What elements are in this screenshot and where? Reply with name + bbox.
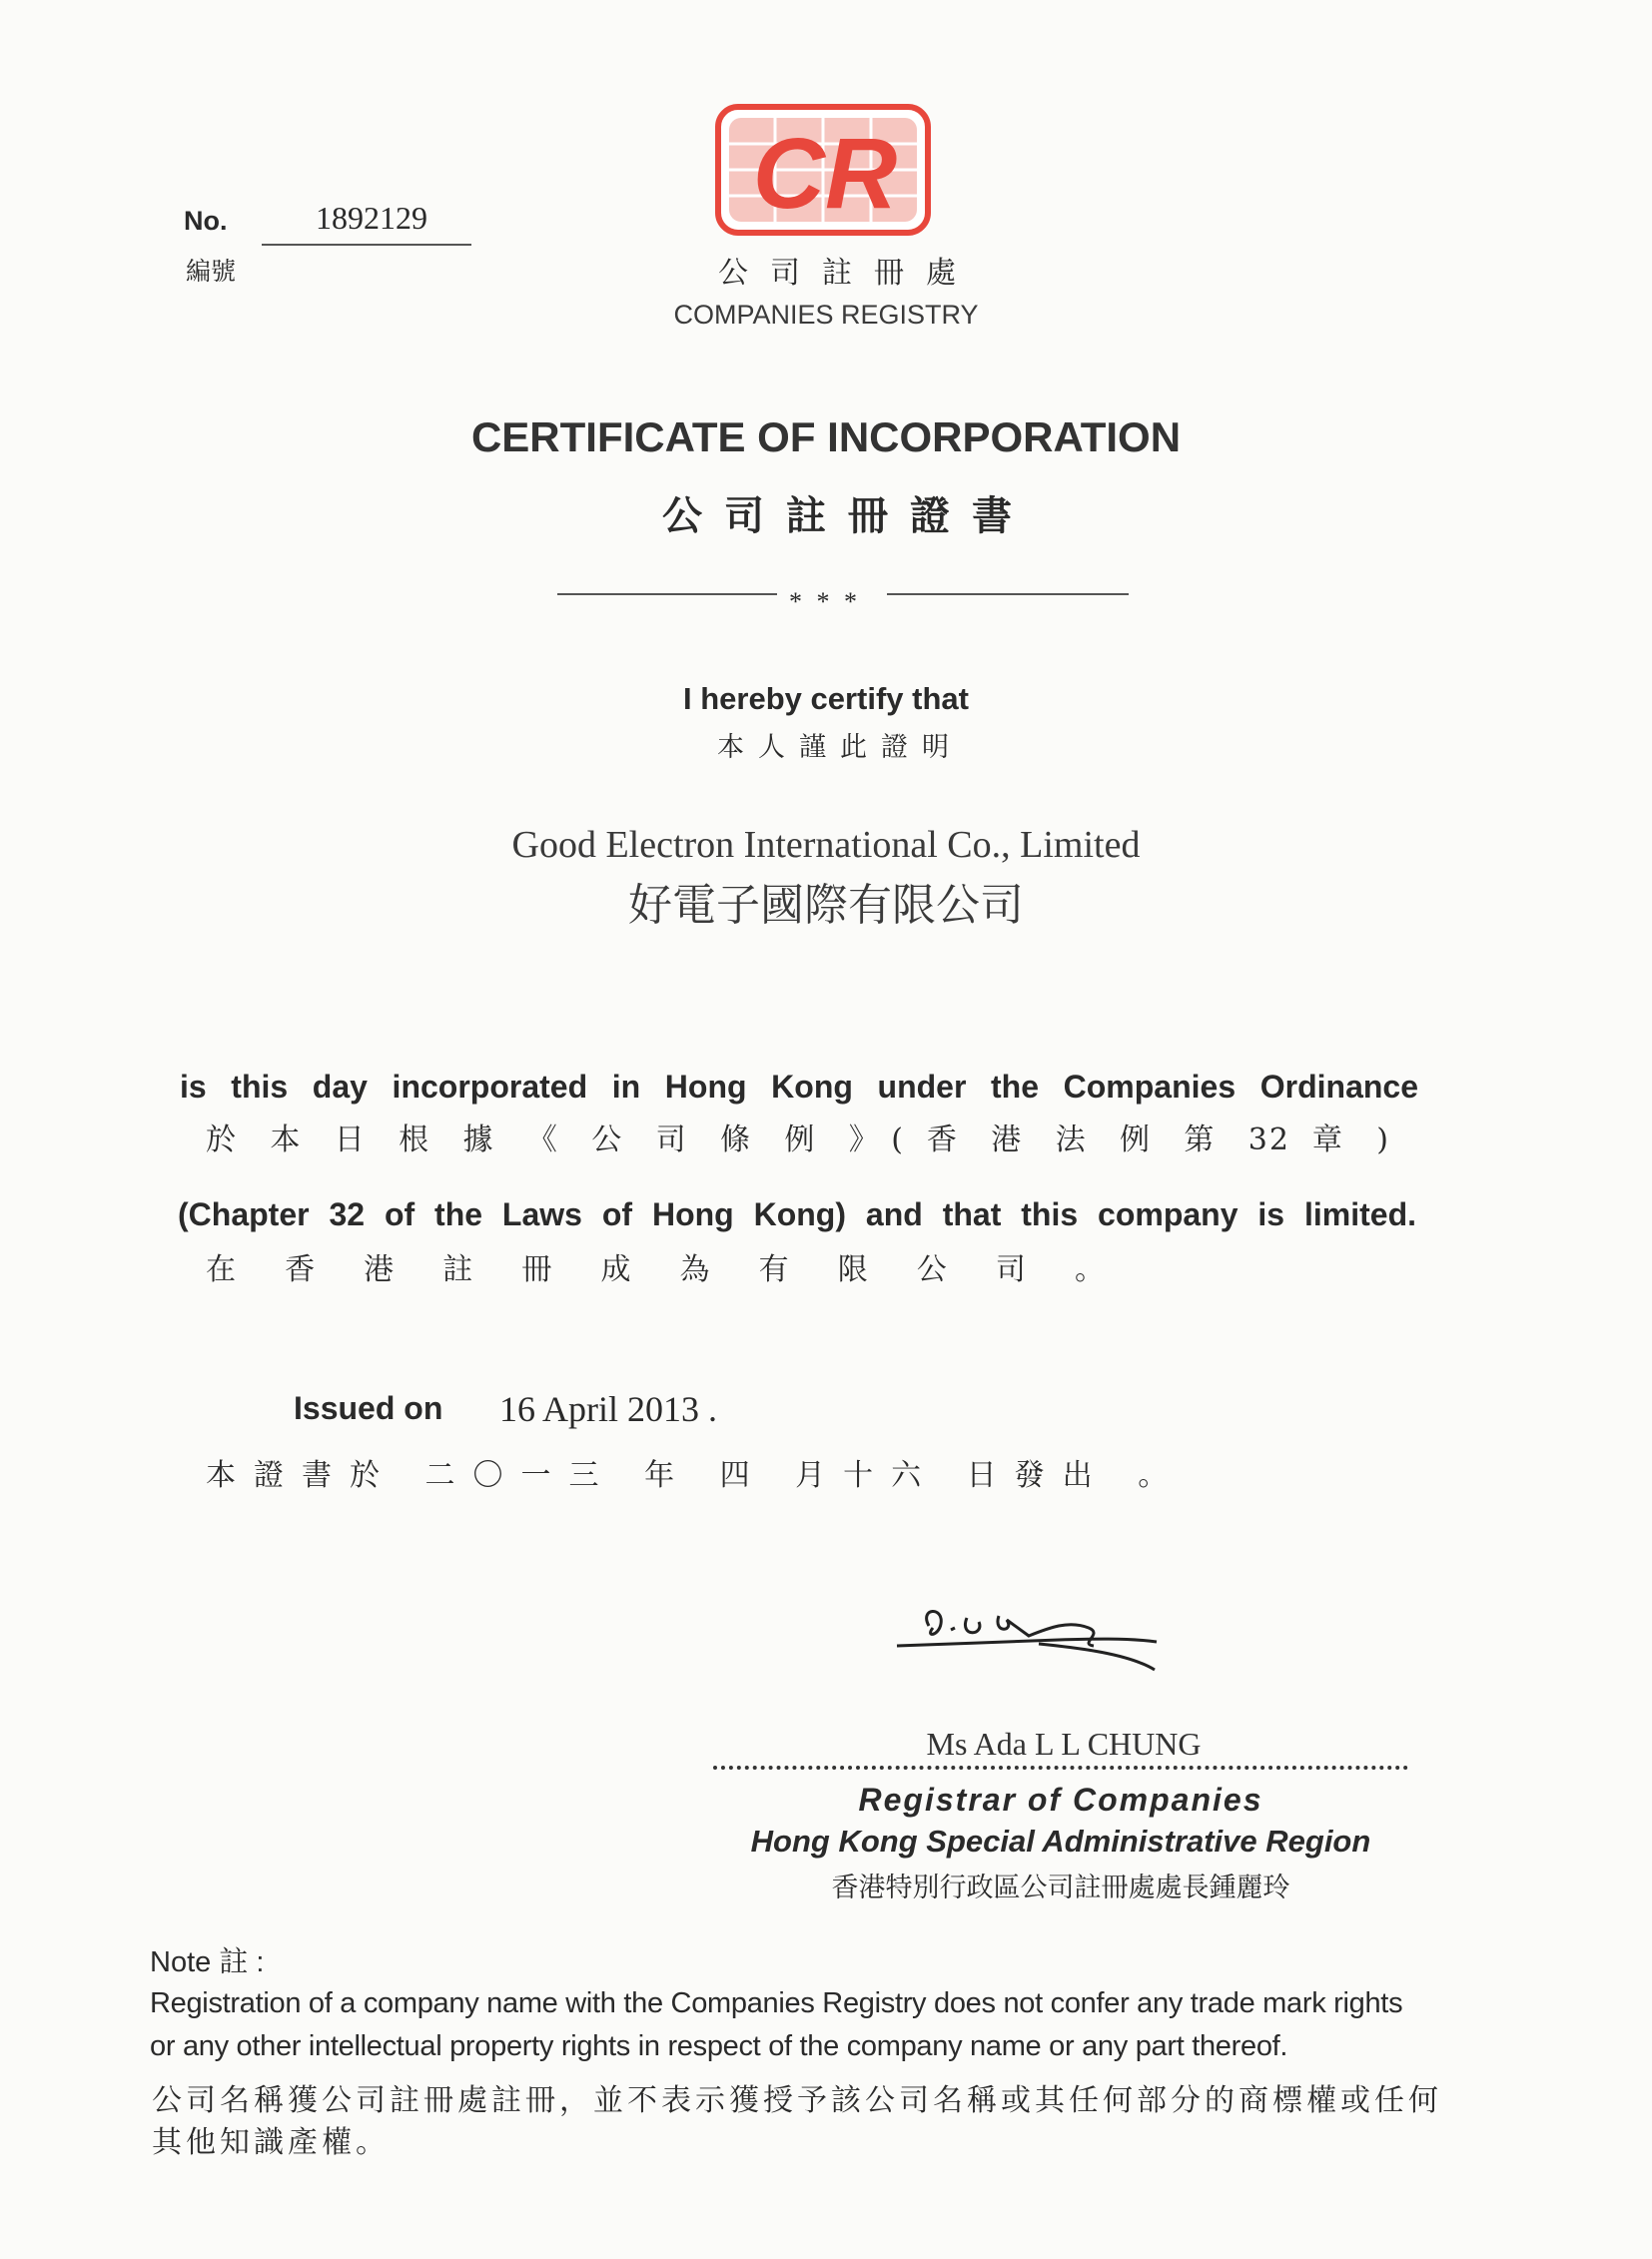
- divider-left: [557, 593, 777, 595]
- statement-line1: is this day incorporated in Hong Kong under the Companies Ordinance: [180, 1069, 1418, 1105]
- registry-name-en: COMPANIES REGISTRY: [673, 300, 979, 330]
- issued-label: Issued on: [294, 1390, 443, 1426]
- statement-line2-cn: 在 香 港 註 冊 成 為 有 限 公 司 。: [206, 1252, 1105, 1287]
- registrar-title: Registrar of Companies: [858, 1782, 1263, 1818]
- note-text-line1: Registration of a company name with the Companies Registry does not confer any trade mark rights: [150, 1987, 1403, 2019]
- note-text-line2: or any other intellectual property rights in respect of the company name or any part thereof.: [150, 2030, 1288, 2062]
- certificate-title-cn: 公司註冊證書: [662, 492, 1034, 539]
- note-text-cn-line1: 公司名稱獲公司註冊處註冊，並不表示獲授予該公司名稱或其任何部分的商標權或任何: [152, 2083, 1442, 2118]
- certificate-title: CERTIFICATE OF INCORPORATION: [470, 413, 1182, 460]
- statement-line1-cn: 於 本 日 根 據 《 公 司 條 例 》( 香 港 法 例 第 32 章 ): [206, 1123, 1390, 1157]
- registrar-region: Hong Kong Special Administrative Region: [750, 1824, 1371, 1859]
- company-name: Good Electron International Co., Limited: [511, 824, 1141, 866]
- note-text-cn-line2: 其他知識產權。: [152, 2125, 390, 2160]
- issued-date: 16 April 2013 .: [499, 1389, 718, 1429]
- company-name-cn: 好電子國際有限公司: [628, 880, 1024, 931]
- signature-line: [713, 1766, 1408, 1770]
- divider-right: [887, 593, 1129, 595]
- certify-text-cn: 本人謹此證明: [717, 732, 963, 763]
- companies-registry-logo: [715, 104, 931, 236]
- divider-stars: * * *: [789, 587, 861, 616]
- registry-name-cn: 公司註冊處: [718, 256, 978, 291]
- registrar-signature: [889, 1598, 1169, 1678]
- number-label: No.: [184, 206, 228, 236]
- certify-text: I hereby certify that: [683, 681, 969, 716]
- note-label: Note 註 :: [150, 1946, 265, 1978]
- number-label-cn: 編號: [186, 257, 237, 286]
- registrar-title-cn: 香港特別行政區公司註冊處處長鍾麗玲: [831, 1873, 1290, 1903]
- registrar-name: Ms Ada L L CHUNG: [926, 1726, 1202, 1762]
- svg-text:CR: CR: [752, 118, 898, 230]
- certificate-number: 1892129: [262, 200, 471, 246]
- issued-text-cn: 本證書於 二〇一三 年 四 月十六 日發出 。: [206, 1458, 1187, 1493]
- statement-line2: (Chapter 32 of the Laws of Hong Kong) and that this company is limited.: [178, 1196, 1416, 1232]
